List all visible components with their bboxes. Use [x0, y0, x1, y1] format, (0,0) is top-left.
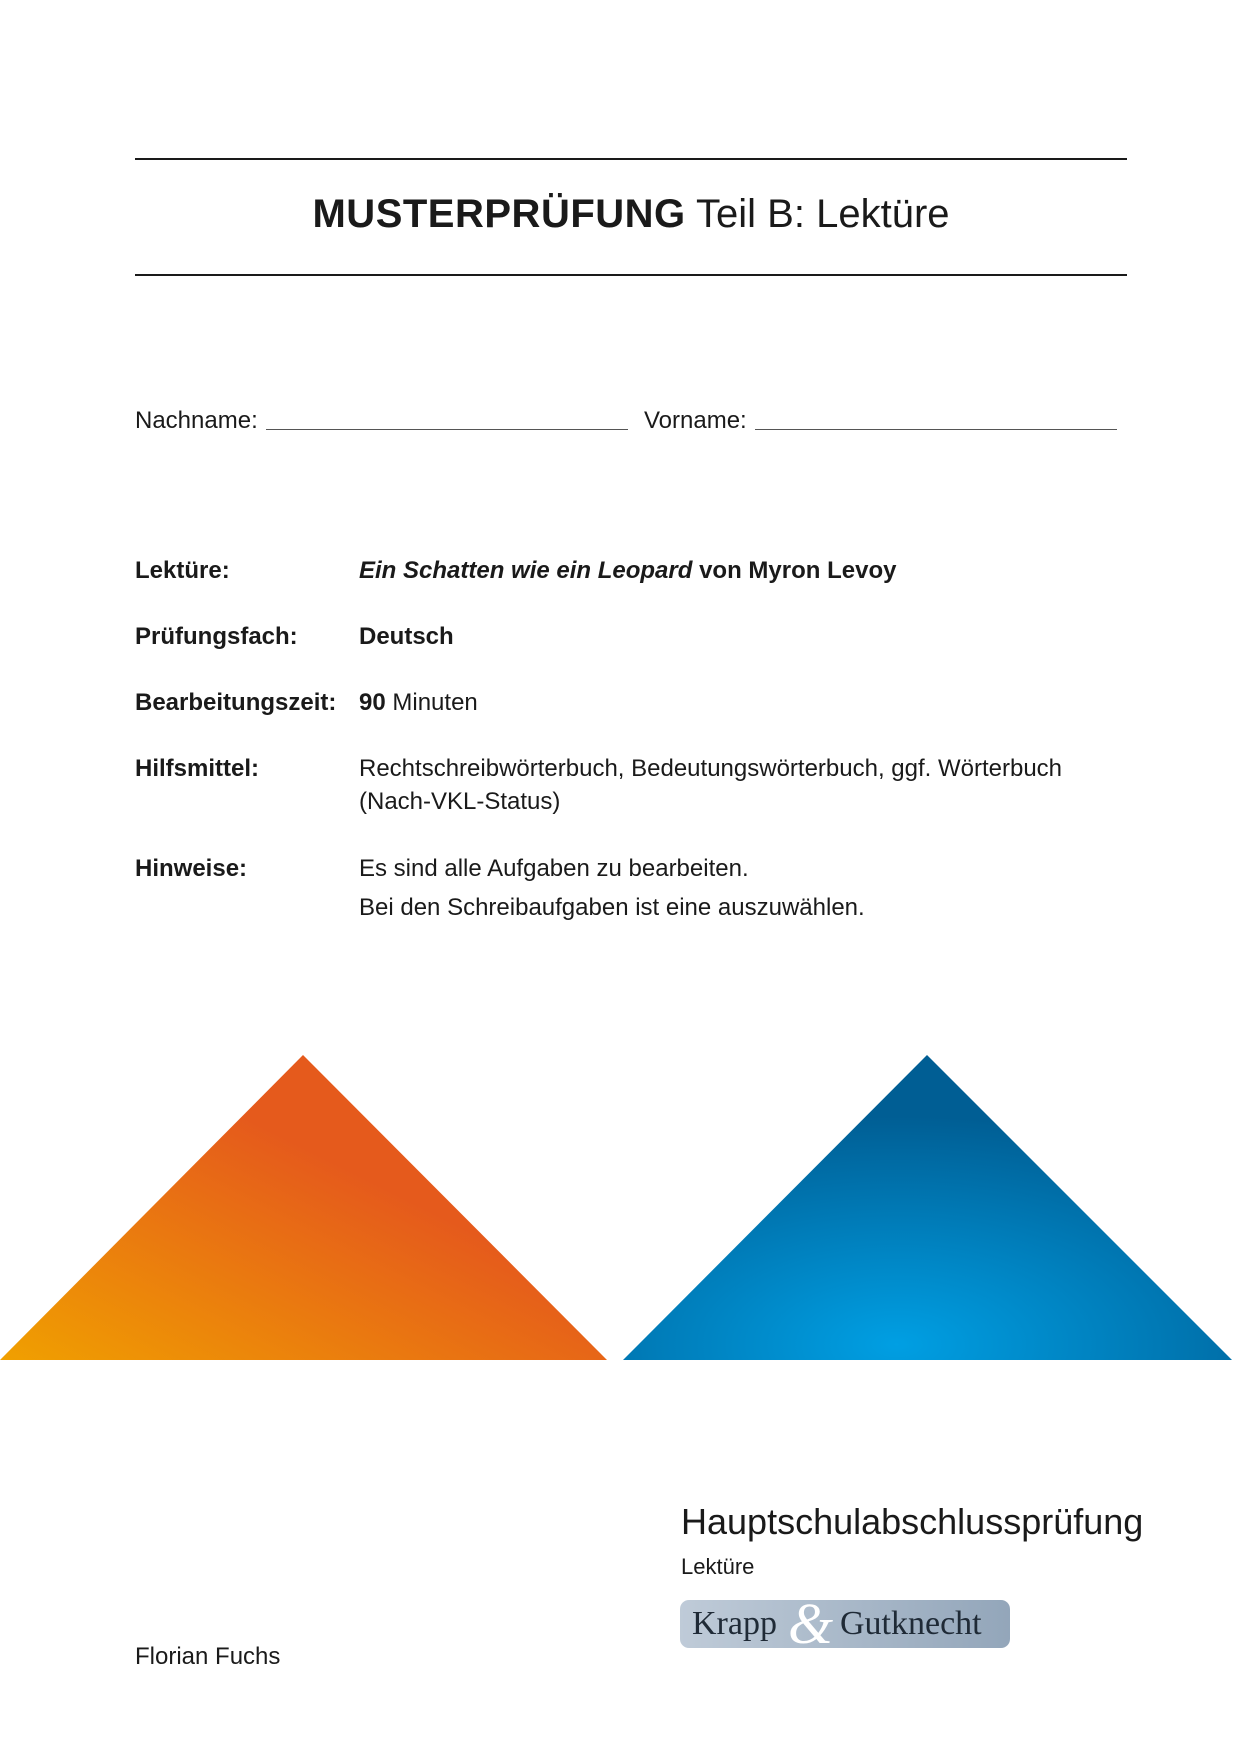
- fach-label: Prüfungsfach:: [135, 623, 298, 650]
- bottom-rule: [135, 274, 1127, 276]
- title-rest: Teil B: Lektüre: [696, 192, 950, 236]
- top-rule: [135, 158, 1127, 160]
- hilfsmittel-value: Rechtschreibwörterbuch, Bedeutungswörterbuch, ggf. Wörterbuch (Nach-VKL-Status): [359, 755, 1063, 815]
- zeit-number: 90: [359, 689, 386, 716]
- hinweise-line-1: Es sind alle Aufgaben zu bearbeiten.: [359, 855, 749, 882]
- lektuere-label: Lektüre:: [135, 557, 230, 584]
- author-name: Florian Fuchs: [135, 1643, 281, 1670]
- book-author: von Myron Levoy: [699, 557, 897, 584]
- fach-value: Deutsch: [359, 623, 454, 650]
- publisher-name-right: Gutknecht: [840, 1605, 982, 1642]
- triangle-decoration: [0, 1055, 1240, 1360]
- lastname-field[interactable]: [135, 405, 628, 437]
- hinweise-value: [359, 852, 1139, 924]
- title-bold: MUSTERPRÜFUNG: [312, 192, 686, 236]
- lastname-line[interactable]: [266, 429, 628, 430]
- publisher-name-left: Krapp: [692, 1605, 777, 1642]
- series-title: Hauptschulabschlussprüfung: [681, 1501, 1144, 1542]
- orange-triangle: [0, 1055, 607, 1360]
- zeit-unit: Minuten: [392, 689, 478, 716]
- blue-triangle: [623, 1055, 1232, 1360]
- zeit-label: Bearbeitungszeit:: [135, 689, 337, 716]
- hinweise-line-2: Bei den Schreibaufgaben ist eine auszuwählen.: [359, 894, 865, 921]
- firstname-line[interactable]: [755, 429, 1117, 430]
- lektuere-value: [359, 554, 1139, 587]
- zeit-value: [359, 686, 1139, 719]
- book-title: Ein Schatten wie ein Leopard: [359, 557, 693, 584]
- firstname-field[interactable]: [644, 405, 1117, 437]
- hilfsmittel-label: Hilfsmittel:: [135, 755, 260, 782]
- hinweise-label: Hinweise:: [135, 855, 248, 882]
- publisher-logo: [680, 1591, 1010, 1656]
- firstname-label: Vorname:: [644, 407, 747, 434]
- lastname-label: Nachname:: [135, 407, 258, 434]
- publisher-ampersand: &: [788, 1591, 834, 1656]
- series-subject: Lektüre: [681, 1554, 755, 1579]
- page-title: [135, 190, 1127, 238]
